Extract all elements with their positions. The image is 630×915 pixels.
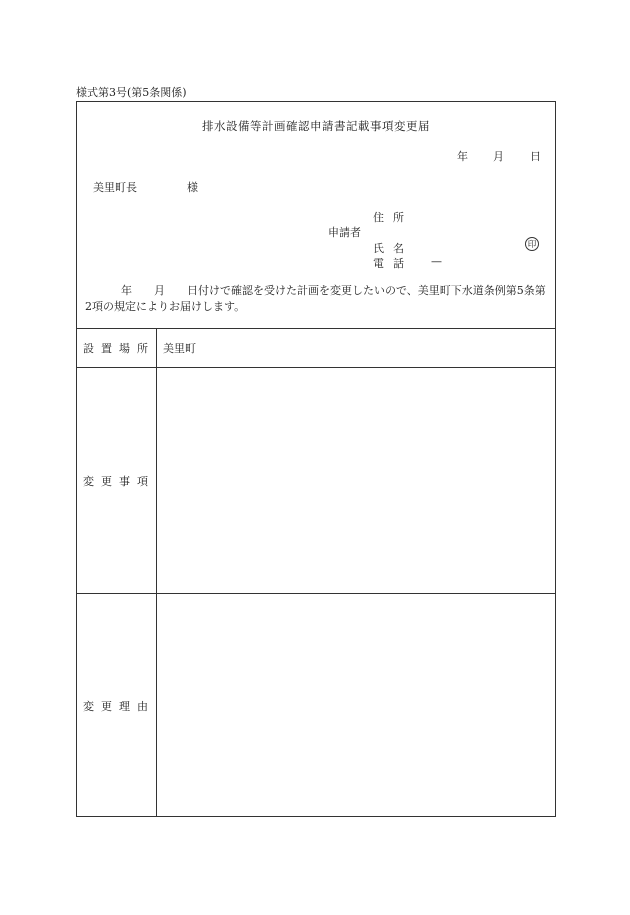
form-number: 様式第3号(第5条関係) bbox=[76, 86, 187, 99]
date-month-label: 月 bbox=[493, 150, 504, 163]
statement-year: 年 bbox=[121, 284, 132, 297]
form-header-section bbox=[77, 102, 555, 328]
applicant-name-label: 氏名 bbox=[373, 242, 413, 255]
applicant-label: 申請者 bbox=[328, 226, 361, 239]
date-day-label: 日 bbox=[530, 150, 541, 163]
change-items-row bbox=[77, 367, 555, 593]
location-row bbox=[77, 328, 555, 367]
applicant-address-label: 住所 bbox=[373, 211, 413, 224]
date-year-label: 年 bbox=[457, 150, 468, 163]
change-items-value[interactable] bbox=[157, 368, 555, 593]
applicant-phone-dash: — bbox=[431, 255, 442, 268]
location-value[interactable]: 美里町 bbox=[163, 342, 196, 355]
change-reason-label: 変更理由 bbox=[77, 594, 157, 817]
statement-body: 日付けで確認を受けた計画を変更したいので、美里町下水道条例第5条第2項の規定によりお届けします。 bbox=[85, 284, 546, 313]
seal-icon: 印 bbox=[525, 237, 539, 251]
addressee-name: 美里町長 bbox=[93, 181, 137, 194]
location-label: 設置場所 bbox=[77, 329, 157, 367]
applicant-phone-label: 電話 bbox=[373, 257, 413, 270]
change-reason-value[interactable] bbox=[157, 594, 555, 817]
statement-text bbox=[85, 283, 551, 314]
change-items-label: 変更事項 bbox=[77, 368, 157, 593]
change-reason-row bbox=[77, 593, 555, 817]
addressee-honorific: 様 bbox=[187, 181, 198, 194]
statement-month: 月 bbox=[154, 284, 165, 297]
form-frame bbox=[76, 101, 556, 817]
form-title: 排水設備等計画確認申請書記載事項変更届 bbox=[202, 119, 430, 133]
